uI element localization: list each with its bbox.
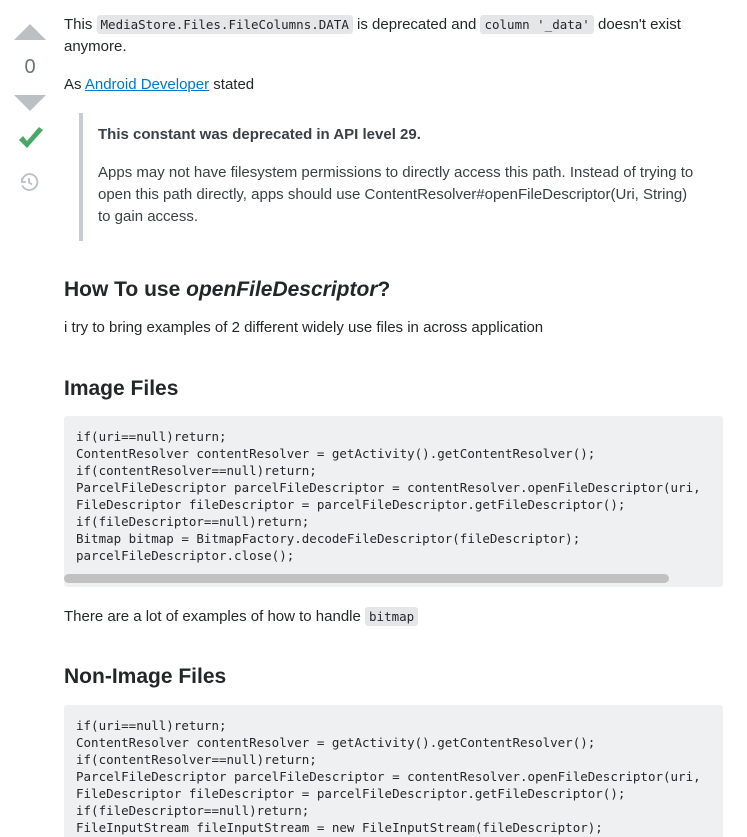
text: There are a lot of examples of how to handle	[64, 608, 366, 625]
inline-code: column '_data'	[480, 15, 593, 34]
inline-code: bitmap	[365, 607, 418, 626]
heading-emphasis: openFileDescriptor	[186, 278, 378, 301]
inline-code: MediaStore.Files.FileColumns.DATA	[97, 15, 353, 34]
heading-prefix: How To use	[64, 278, 187, 301]
code-content: if(uri==null)return; ContentResolver contentResolver = getActivity().getContentResolver(); if(contentResolver==null)return; ParcelFileDescriptor parcelFileDescriptor = contentResolver.openFileDescriptor(uri, FileDescriptor fileDescriptor = parcelFileDescriptor.getFileDescriptor(); if(fileDescriptor==null)return; Bitmap bitmap = BitmapFactory.decodeFileDescriptor(fileDescriptor); parcelFileDescriptor.close();	[64, 416, 723, 574]
paragraph-intro: i try to bring examples of 2 different widely use files in across application	[64, 319, 544, 336]
paragraph-bitmap	[64, 606, 418, 628]
history-icon[interactable]	[19, 172, 39, 192]
heading-suffix: ?	[377, 278, 391, 301]
text: doesn't exist anymore.	[64, 16, 681, 55]
arrow-down-icon[interactable]	[14, 95, 46, 111]
paragraph-as-stated	[64, 74, 254, 96]
horizontal-scrollbar[interactable]	[64, 574, 723, 583]
blockquote	[79, 113, 699, 241]
code-content: if(uri==null)return; ContentResolver contentResolver = getActivity().getContentResolver(); if(contentResolver==null)return; ParcelFileDescriptor parcelFileDescriptor = contentResolver.openFileDescriptor(uri, FileDescriptor fileDescriptor = parcelFileDescriptor.getFileDescriptor(); if(fileDescriptor==null)return; FileInputStream fileInputStream = new FileInputStream(fileDescriptor);	[64, 705, 723, 836]
paragraph-deprecated	[64, 14, 704, 58]
blockquote-body: Apps may not have filesystem permissions to directly access this path. Instead of trying to open this path directly, apps should use ContentResolver#openFileDescriptor(Uri, String) to gain access.	[98, 164, 694, 225]
heading-how-to	[64, 277, 390, 303]
text: As	[64, 76, 85, 93]
text: stated	[209, 76, 255, 93]
checkmark-icon	[17, 125, 45, 153]
text: This	[64, 16, 97, 33]
arrow-up-icon[interactable]	[14, 24, 46, 40]
blockquote-title: This constant was deprecated in API level 29.	[98, 126, 421, 143]
text: is deprecated and	[352, 16, 481, 33]
android-developer-link[interactable]: Android Developer	[84, 76, 210, 93]
heading-image-files: Image Files	[64, 377, 179, 400]
code-block-image[interactable]	[64, 416, 723, 587]
vote-count: 0	[24, 56, 36, 78]
heading-non-image-files: Non-Image Files	[64, 665, 227, 688]
code-block-non-image[interactable]	[64, 705, 723, 837]
scrollbar-thumb[interactable]	[64, 574, 669, 583]
